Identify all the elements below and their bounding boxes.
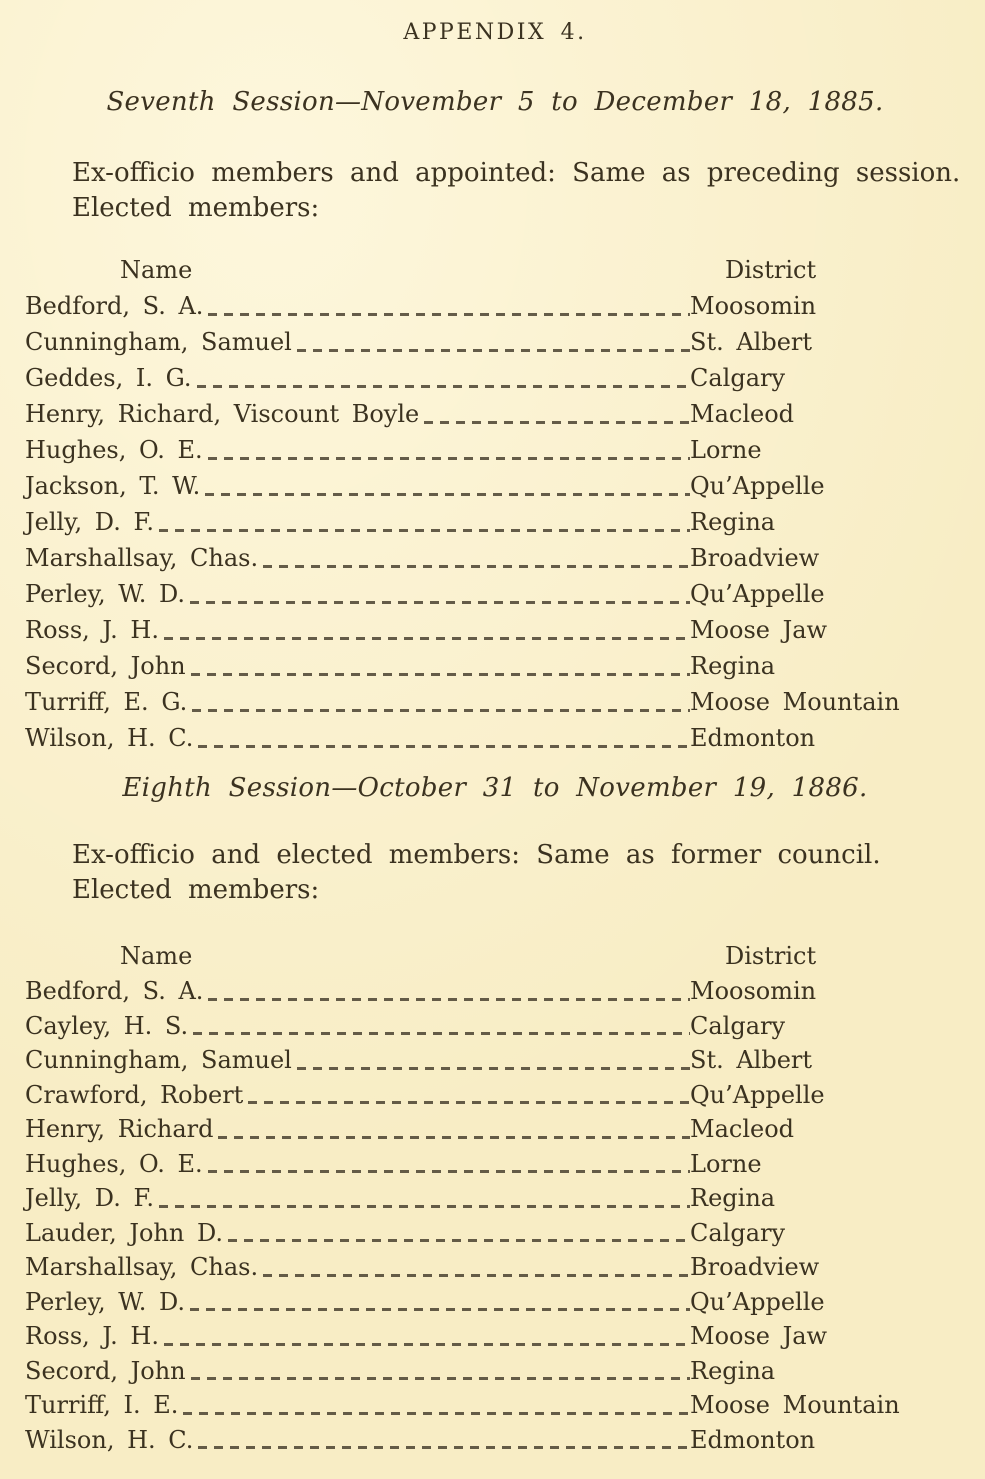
member-district: Calgary [690,1011,786,1040]
name-column-header: Name [120,942,193,970]
member-district: Edmonton [690,1425,816,1454]
intro-line-1: Ex-officio and elected members: Same as former council. [72,840,881,870]
dotted-leader [183,1412,690,1415]
dotted-leader [424,421,690,424]
dotted-leader [263,565,690,568]
session-section-eighth [25,770,965,1457]
member-name: Wilson, H. C. [25,724,194,752]
dotted-leader [190,601,690,604]
member-name: Turriff, I. E. [25,1391,179,1419]
member-district: Moosomin [690,977,817,1005]
member-name: Ross, J. H. [25,1322,159,1350]
member-name: Secord, John [25,652,186,680]
member-district: Moose Jaw [690,616,828,644]
member-row [25,1009,965,1044]
session-heading: Seventh Session—November 5 to December 18, 1885. [106,87,884,117]
member-district: Calgary [690,1218,786,1247]
member-row [25,720,965,756]
member-name: Lauder, John D. [25,1218,223,1247]
member-name: Perley, W. D. [25,580,185,608]
table-header-row [25,938,965,974]
member-name: Cayley, H. S. [25,1011,189,1040]
members-table [25,938,965,1457]
dotted-leader [191,1377,690,1380]
member-row [25,648,965,684]
member-row [25,1112,965,1147]
member-name: Marshallsay, Chas. [25,544,259,572]
dotted-leader [191,673,690,676]
session-heading: Eighth Session—October 31 to November 19, 1886. [122,773,868,803]
member-district: Broadview [690,1253,820,1281]
member-row [25,396,965,432]
member-district: Macleod [690,1115,795,1143]
member-row [25,1250,965,1285]
member-row [25,468,965,504]
member-name: Secord, John [25,1356,186,1385]
dotted-leader [228,1239,690,1242]
member-row [25,1388,965,1423]
dotted-leader [208,313,690,316]
member-name: Bedford, S. A. [25,977,204,1005]
member-district: Moose Jaw [690,1322,828,1350]
member-name: Perley, W. D. [25,1287,185,1316]
dotted-leader [190,1308,690,1311]
member-row [25,1319,965,1354]
member-row [25,612,965,648]
member-row [25,432,965,468]
appendix-title: APPENDIX 4. [403,20,587,45]
member-row [25,288,965,324]
member-name: Cunningham, Samuel [25,1046,292,1074]
member-row [25,504,965,540]
member-row [25,1285,965,1320]
member-name: Crawford, Robert [25,1080,244,1109]
member-name: Hughes, O. E. [25,436,203,464]
dotted-leader [198,1446,690,1449]
member-name: Turriff, E. G. [25,688,188,716]
member-row [25,684,965,720]
member-district: Moose Mountain [690,688,900,716]
member-row [25,974,965,1009]
table-header-row [25,252,965,288]
member-district: Regina [690,1356,776,1385]
dotted-leader [248,1101,690,1104]
member-name: Jelly, D. F. [25,1184,154,1212]
member-district: Qu’Appelle [690,472,825,500]
members-table [25,252,965,756]
member-district: St. Albert [690,1046,813,1074]
intro-line-1: Ex-officio members and appointed: Same as preceding session. [72,158,961,188]
dotted-leader [205,493,690,496]
dotted-leader [159,1205,690,1208]
member-name: Wilson, H. C. [25,1425,194,1454]
dotted-leader [208,998,690,1001]
intro-line-2: Elected members: [72,875,320,905]
member-row [25,540,965,576]
member-district: Qu’Appelle [690,1287,825,1316]
member-rows [25,288,965,756]
member-row [25,1423,965,1458]
member-district: Edmonton [690,724,816,752]
member-row [25,1216,965,1251]
member-row [25,576,965,612]
member-district: Moosomin [690,292,817,320]
name-column-header: Name [120,256,193,284]
member-name: Geddes, I. G. [25,364,192,392]
member-row [25,324,965,360]
member-rows [25,974,965,1457]
member-district: Lorne [690,1149,762,1178]
member-district: St. Albert [690,328,813,356]
dotted-leader [198,745,690,748]
member-district: Regina [690,508,776,536]
member-row [25,360,965,396]
dotted-leader [197,385,690,388]
member-district: Calgary [690,364,786,392]
member-name: Hughes, O. E. [25,1149,203,1178]
district-column-header: District [725,256,817,284]
member-name: Bedford, S. A. [25,292,204,320]
member-district: Regina [690,1184,776,1212]
member-name: Cunningham, Samuel [25,328,292,356]
dotted-leader [164,1343,690,1346]
dotted-leader [164,637,690,640]
member-district: Macleod [690,400,795,428]
member-row [25,1043,965,1078]
member-name: Jelly, D. F. [25,508,154,536]
dotted-leader [208,457,690,460]
dotted-leader [159,529,690,532]
dotted-leader [297,349,690,352]
session-intro [72,156,965,226]
member-name: Ross, J. H. [25,616,159,644]
intro-line-2: Elected members: [72,193,320,223]
member-district: Qu’Appelle [690,580,825,608]
session-section-seventh [25,84,965,756]
dotted-leader [192,709,690,712]
member-district: Moose Mountain [690,1391,900,1419]
dotted-leader [263,1274,690,1277]
member-row [25,1181,965,1216]
dotted-leader [193,1032,690,1035]
session-intro [72,838,965,908]
member-district: Lorne [690,436,762,464]
member-row [25,1354,965,1389]
member-name: Henry, Richard, Viscount Boyle [25,400,420,428]
member-district: Regina [690,652,776,680]
member-name: Henry, Richard [25,1115,214,1143]
dotted-leader [297,1067,690,1070]
district-column-header: District [725,942,817,970]
dotted-leader [218,1136,690,1139]
dotted-leader [208,1170,690,1173]
member-name: Jackson, T. W. [25,472,201,500]
member-name: Marshallsay, Chas. [25,1253,259,1281]
member-district: Broadview [690,544,820,572]
member-row [25,1078,965,1113]
member-district: Qu’Appelle [690,1080,825,1109]
member-row [25,1147,965,1182]
